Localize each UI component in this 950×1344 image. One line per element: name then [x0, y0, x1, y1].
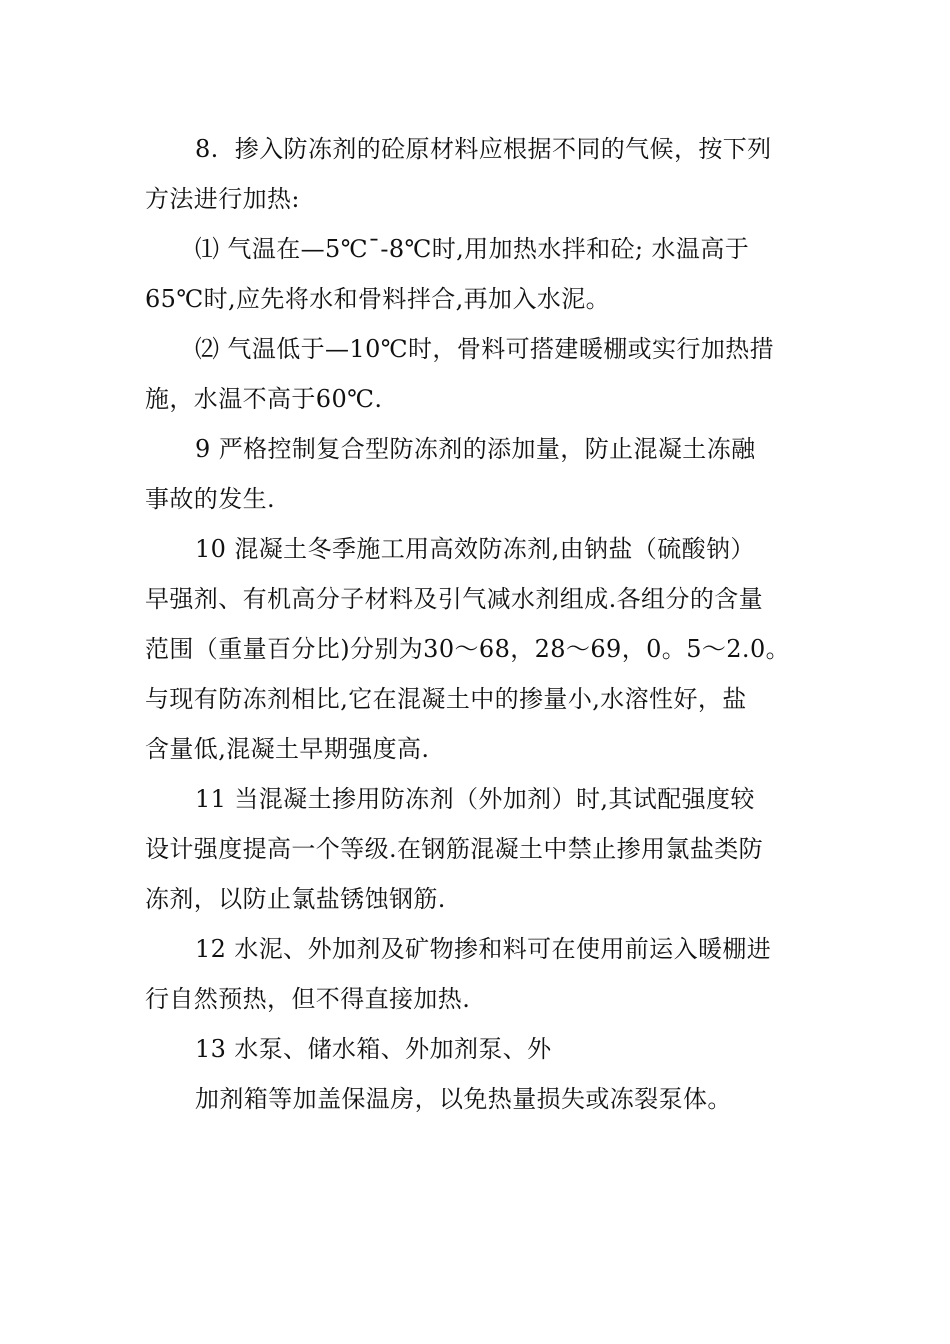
text-line: 方法进行加热:	[145, 185, 300, 213]
text-line: 事故的发生.	[145, 485, 276, 513]
text-line: 8. 掺入防冻剂的砼原材料应根据不同的气候，按下列	[195, 135, 772, 163]
text-line: 早强剂、有机高分子材料及引气减水剂组成.各组分的含量	[145, 585, 764, 613]
text-line: 与现有防冻剂相比,它在混凝土中的掺量小,水溶性好，盐	[145, 685, 747, 713]
text-line: 12 水泥、外加剂及矿物掺和料可在使用前运入暖棚进	[195, 935, 772, 963]
text-line: 冻剂，以防止氯盐锈蚀钢筋.	[145, 885, 446, 913]
text-line: 10 混凝土冬季施工用高效防冻剂,由钠盐（硫酸钠）	[195, 535, 755, 563]
text-line: 加剂箱等加盖保温房，以免热量损失或冻裂泵体。	[195, 1085, 732, 1113]
text-line: 施，水温不高于60℃.	[145, 385, 383, 413]
text-line: 65℃时,应先将水和骨料拌合,再加入水泥。	[145, 285, 611, 313]
text-line: 设计强度提高一个等级.在钢筋混凝土中禁止掺用氯盐类防	[145, 835, 764, 863]
text-line: 行自然预热，但不得直接加热.	[145, 985, 471, 1013]
text-line: 9 严格控制复合型防冻剂的添加量，防止混凝土冻融	[195, 435, 756, 463]
text-line: 11 当混凝土掺用防冻剂（外加剂）时,其试配强度较	[195, 785, 755, 813]
text-line: 范围（重量百分比)分别为30～68，28～69，0。5～2.0。	[145, 635, 791, 663]
text-line: ⑵ 气温低于—10℃时，骨料可搭建暖棚或实行加热措	[195, 335, 775, 363]
text-line: 含量低,混凝土早期强度高.	[145, 735, 430, 763]
text-line: 13 水泵、储水箱、外加剂泵、外	[195, 1035, 552, 1063]
text-line: ⑴ 气温在—5℃¯-8℃时,用加热水拌和砼; 水温高于	[195, 235, 750, 263]
